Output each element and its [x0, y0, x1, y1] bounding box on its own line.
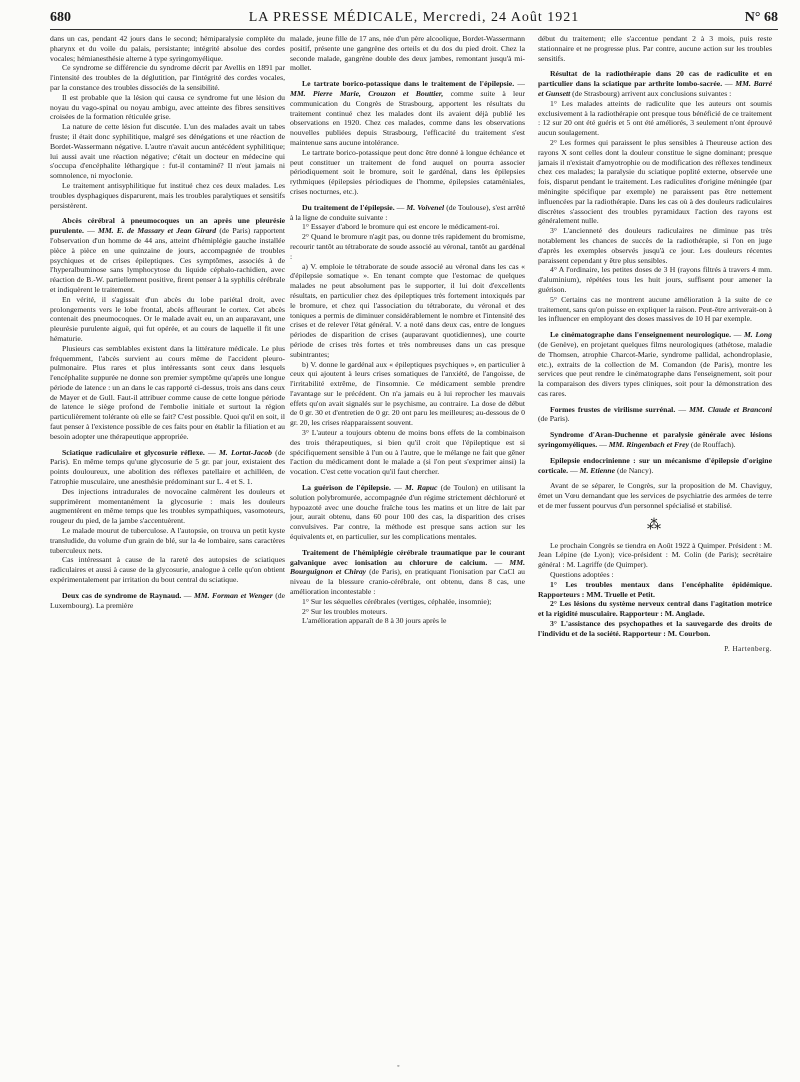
section-text: (de Paris) rapportent l'observation d'un homme de 44 ans, atteint d'hémiplégie gauche installée pièce à pièce en une quinzaine de jours, accompagnée de troubles psychiques et de crises épileptiques. Ces symptômes, associés à de l'hyperalbuminose sans lymphocytose du liquide céphalo-rachidien, avec réaction de B.-W. partiellement positive, firent penser à la syphilis cérébrale et indiquèrent le traitement.	[50, 226, 285, 294]
list-item	[538, 619, 772, 639]
section-authors: M. Etienne	[579, 465, 616, 475]
section-title: La guérison de l'épilepsie.	[302, 483, 391, 493]
list-item: 5° Certains cas ne montrent aucune amélioration à la suite de ce traitement, sans qu'on puisse en expliquer la raison. Peut-être arriverait-on à les influencer en employant des doses massives de 10 H par exemple.	[538, 294, 772, 324]
paragraph: dans un cas, pendant 42 jours dans le second; hémiparalysie complète du pharynx et du voile du palais, persistante; intégrité absolue des cordes vocales; hémianesthésie alterne à type syringomyélique.	[50, 34, 285, 63]
section-title: Du traitement de l'épilepsie.	[302, 202, 395, 212]
list-item: 2° Quand le bromure n'agit pas, ou donne très rapidement du bromisme, recourir tantôt au tétraborate de soude associé au véronal, tantôt au gardénal :	[290, 232, 525, 261]
column-3	[538, 34, 772, 1034]
paragraph: En vérité, il s'agissait d'un abcès du lobe pariétal droit, avec prolongements vers le lobe frontal, abcès affleurant le cortex. Cet abcès contenait des pneumocoques. Or le malade avait eu, un an auparavant, une pleurésie purulente aiguë, qui fut opérée, et au cours de laquelle il fit une hématurie.	[50, 294, 285, 343]
paragraph-voeu: Avant de se séparer, le Congrès, sur la proposition de M. Chaviguy, émet un Vœu demandant que les services de psychiatrie des armées de terre et de mer fussent pourvus d'un personnel spécialisé et stabilisé.	[538, 481, 772, 511]
column-1	[50, 34, 285, 1034]
section-text: (de Nancy).	[617, 465, 654, 475]
section-traitement-epilepsie: Du traitement de l'épilepsie. — M. Voivenel (de Toulouse), s'est arrêté à la ligne de conduite suivante :	[290, 202, 525, 222]
section-text: (de Toulouse), s'est arrêté à la ligne de conduite suivante :	[290, 202, 525, 222]
section-raynaud: Deux cas de syndrome de Raynaud. — MM. Forman et Wenger (de Luxembourg). La première	[50, 590, 285, 610]
signature: P. Hartenberg.	[724, 644, 772, 653]
paragraph: Cas intéressant à cause de la rareté des autopsies de sciatiques radiculaires et aussi à cause de la glycosurie, analogue à celle qu'on obtient expérimentalement par irritation du bout central du sciatique.	[50, 555, 285, 585]
paragraph: Des injections intradurales de novocaïne calmèrent les douleurs et supprimèrent momentanément la glycosurie : mais les douleurs augmentèrent en même temps que les troubles sympathiques, vasomoteurs, rougeur du pied, de la jambe s'accentuèrent.	[50, 486, 285, 526]
section-authors: M. Rapuc	[405, 483, 438, 493]
section-text: (de Toulon) en utilisant la solution polybromurée, accompagnée d'un régime strictement déchloruré et hypoazoté avec une douche fraîche tous les matins et un litre de lait par jour, aurait obtenu, dans 60 pour 100 des cas, la disparition des crises convulsives. Par contre, la méthode est presque sans action sur les équivalents et, en particulier, sur les complications mentales.	[290, 483, 525, 542]
section-aran-duchenne: Syndrome d'Aran-Duchenne et paralysie générale avec lésions syringomyéliques. — MM. Ringenbach et Frey (de Rouffach).	[538, 430, 772, 450]
section-authors: MM. Bourguignon et Chiray	[290, 557, 525, 577]
section-title: Le tartrate borico-potassique dans le traitement de l'épilepsie.	[302, 79, 515, 89]
list-item: 2° Sur les troubles moteurs.	[302, 606, 388, 616]
issue-number: N° 68	[744, 10, 778, 25]
list-item: 3° L'auteur a toujours obtenu de moins bons effets de la combinaison des trois thérapeutiques, si bien qu'il croit que l'épileptique est si spécifiquement sensible à l'un ou à l'autre, que le mélange ne fait que gêner l'action du médicament dont le malade a (si l'on peut s'exprimer ainsi) la vocation. C'est cette vocation qu'il faut chercher.	[290, 428, 525, 477]
section-title: Abcès cérébral à pneumocoques un an après une pleurésie purulente.	[50, 216, 285, 236]
section-authors: MM. E. de Massary et Jean Girard	[98, 226, 217, 236]
paragraph: La nature de cette lésion fut discutée. L'un des malades avait un tabes fruste; il était donc syphilitique, malgré ses dénégations et une réaction de Bordet-Wassermann négative. L'autre n'avait aucun antécédent syphilitique; lui aussi avait une réaction négative; c'était un docteur en médecine qui s'occupa d'encéphalite léthargique : fut-il contaminé? Il n'eut jamais ni somnolence, ni myoclonie.	[50, 122, 285, 181]
paragraph: Il est probable que la lésion qui causa ce syndrome fut une lésion du noyau du vago-spinal ou noyau ambigu, avec atteinte des fibres sensitives croisées de la formation réticulée grise.	[50, 92, 285, 122]
paragraph: Le malade mourut de tuberculose. A l'autopsie, on trouva un petit kyste transludide, du volume d'un grain de blé, sur la 4e lombaire, sans caractères tuberculeux nets.	[50, 526, 285, 555]
section-authors: MM. Forman et Wenger	[193, 590, 273, 600]
section-guerison-epilepsie: La guérison de l'épilepsie. — M. Rapuc (de Toulon) en utilisant la solution polybromurée, accompagnée d'un régime strictement déchloruré et hypoazoté avec une douche fraîche tous les matins et un litre de lait par jour, aurait obtenu, dans 60 pour 100 des cas, la disparition des crises convulsives. Par contre, la méthode est presque sans action sur les équivalents et, en particulier, sur les complications mentales.	[290, 483, 525, 542]
list-item: b) V. donne le gardénal aux « épileptiques psychiques », en particulier à ceux qui ajoutent à leurs crises somatiques de l'anxiété, de l'angoisse, de l'irritabilité extrême, de l'insomnie. Ce médicament semble prendre l'avantage sur le précédent. On n'a jamais eu à lui reprocher les mauvais effets qu'on avait signalés sur le psychisme, au contraire. La dose de début de 0 gr. 30 et d'entretien de 0 gr. 20 ont paru les meilleures; au-dessous de 0 gr. 20, les crises réapparaissent souvent.	[290, 359, 525, 428]
paragraph: Ce syndrome se différencie du syndrome décrit par Avellis en 1891 par l'intensité des troubles de la déglutition, par l'intégrité des cordes vocales, par la constance des troubles dissociés de la sensibilité.	[50, 63, 285, 92]
section-authors: M. Long	[743, 330, 772, 340]
section-authors: M. Lortat-Jacob	[218, 447, 272, 457]
list-item: 2° Les formes qui paraissent le plus sensibles à l'heureuse action des rayons X sont celles dont la douleur constitue le signe dominant; presque jamais il n'existait d'amyotrophie ou de modification des réflexes tendineux chez ces malades; la paralysie du sciatique poplité externe, observée une fois, disparut pendant le traitement. Les radiculites d'origine méningée (par méningite spécifique par exemple) ne paraissent pas être nettement influencées par la radiothérapie. Dans les cas où à des douleurs radiculaires discrètes s'associent des troubles pyramidaux l'action des rayons est généralement nulle.	[538, 137, 772, 226]
paragraph: Le traitement antisyphilitique fut institué chez ces deux malades. Les troubles dysphagiques disparurent, mais les troubles paralytiques et sensitifs persistèrent.	[50, 180, 285, 210]
list-item: 3° L'ancienneté des douleurs radiculaires ne diminue pas très notablement les chances de succès de la radiothérapie, si l'on en juge d'après les exemples observés jusqu'à ce jour. Les douleurs récentes paraissent cependant y être plus sensibles.	[538, 226, 772, 265]
section-authors: MM. Pierre Marie, Crouzon et Bouttier,	[290, 88, 444, 98]
paragraph: début du traitement; elle s'accentue pendant 2 à 3 mois, puis reste stationnaire et ne progresse plus. Par contre, aucune action sur les troubles sensitifs.	[538, 34, 772, 63]
section-text: (de Genève), en projetant quelques films neurologiques (athétose, maladie de Thomsen, atrophie Charcot-Marie, syndrome pallidal, achondroplasie, etc.), extraits de la collection de M. Comandon (de Paris), montre les services que peut rendre le cinématographe dans l'enseignement, soit pour la comparaison des divers types cliniques, soit pour la démonstration des cas rares.	[538, 339, 772, 398]
list-item: 1° Essayer d'abord le bromure qui est encore le médicament-roi.	[302, 222, 500, 232]
list-item: 1° Les malades atteints de radiculite que les auteurs ont soumis exclusivement à la radiothérapie ont presque tous bénéficié de ce traitement : 12 sur 20 ont été guéris et 5 ont été améliorés, 3 seulement n'ont éprouvé aucun soulagement.	[538, 98, 772, 138]
question-text: 3° L'assistance des psychopathes et la sauvegarde des droits de l'individu et de la société. Rapporteur : M. Courbon.	[538, 619, 772, 638]
page-number: 680	[50, 10, 71, 25]
list-item: a) V. emploie le tétraborate de soude associé au véronal dans les cas « d'épilepsie somatique ». En tenant compte que l'estomac de quelques malades ne peut absolument pas le supporter, il lui doit d'excellents résultats, en particulier chez des épileptiques très fortement intoxiqués par le bromure, et chez qui l'association du tétraborate, du véronal et des toniques a permis de diminuer considérablement le nombre et l'intensité des crises et de relever l'état général. V. a noté dans deux cas, entre de longues périodes de disparition de crises (auparavant quotidiennes), une courte période de crises très fortes et très nombreuses dans un cas presque subintrantes;	[290, 261, 525, 359]
header-rule	[50, 29, 778, 30]
section-text: (de Strasbourg) arrivent aux conclusions suivantes :	[572, 88, 732, 98]
paragraph: Plusieurs cas semblables existent dans la littérature médicale. Le plus fréquemment, l'abcès survient au cours même de l'accident pleuro-pulmonaire. Plus rares et plus intéressants sont ceux dans lesquels l'encéphalite suppurée ne donne son premier symptôme qu'après une longue période de latence : un an dans le cas rapporté ci-dessus, trois ans dans ceux de Mayer et de Gull. Faut-il attribuer comme cause de cette longue période de latence le siège profond de l'embolie initiale et surtout la région particulièrement tolérante où elle se fait? C'est possible. Quoi qu'il en soit, il faut penser à l'existence possible de ces faits pour en établir la filiation et au besoin adopter une thérapeutique appropriée.	[50, 343, 285, 441]
section-authors: MM. Barré et Gunsett	[538, 79, 772, 98]
journal-title: LA PRESSE MÉDICALE, Mercredi, 24 Août 1921	[248, 10, 580, 25]
section-sciatique-radiculaire: Sciatique radiculaire et glycosurie réflexe. — M. Lortat-Jacob (de Paris). En même temps qu'une glycosurie de 5 gr. par jour, existaient des points douloureux, une abolition des réflexes patellaire et achilléen, de l'atrophie musculaire, une anesthésie prédominant sur L. 4 et S. 1.	[50, 447, 285, 487]
section-virilisme: Formes frustes de virilisme surrénal. — MM. Claude et Branconi (de Paris).	[538, 404, 772, 424]
paragraph-next-congress: Le prochain Congrès se tiendra en Août 1922 à Quimper. Président : M. Jean Lépine (de Lyon); vice-président : M. Colin (de Paris); secrétaire général : M. Lagriffe (de Quimper).	[538, 540, 772, 570]
paragraph: L'amélioration apparaît de 8 à 30 jours après le	[302, 616, 447, 626]
section-title: Le cinématographe dans l'enseignement neurologique.	[550, 330, 731, 340]
section-cinematographe: Le cinématographe dans l'enseignement neurologique. — M. Long (de Genève), en projetant quelques films neurologiques (athétose, maladie de Thomsen, atrophie Charcot-Marie, syndrome pallidal, achondroplasie, etc.), extraits de la collection de M. Comandon (de Paris), montre les services que peut rendre le cinématographe dans l'enseignement, soit pour la comparaison des divers types cliniques, soit pour la démonstration des cas rares.	[538, 330, 772, 398]
section-authors: M. Voivenel	[406, 202, 445, 212]
section-radiotherapie: Résultat de la radiothérapie dans 20 cas de radiculite et en particulier dans la sciatique par arthrite lombo-sacrée. — MM. Barré et Gunsett (de Strasbourg) arrivent aux conclusions suivantes :	[538, 69, 772, 98]
section-hemiplegie-traumatique: Traitement de l'hémiplégie cérébrale traumatique par le courant galvanique avec ionisation au chlorure de calcium. — MM. Bourguignon et Chiray (de Paris), en pratiquant l'ionisation par CaCl au niveau de la blessure cranio-cérébrale, ont obtenu, dans 8 cas, une amélioration incontestable :	[290, 547, 525, 597]
asterism-separator: ⁂	[647, 517, 663, 533]
list-item: 4° A l'ordinaire, les petites doses de 3 H (rayons filtrés à travers 4 mm. d'aluminium), répétées tous les huit jours, suffisent pour amener la guérison.	[538, 265, 772, 294]
section-title: Résultat de la radiothérapie dans 20 cas de radiculite et en particulier dans la sciatique par arthrite lombo-sacrée.	[538, 69, 772, 89]
section-title: Traitement de l'hémiplégie cérébrale traumatique par le courant galvanique avec ionisation au chlorure de calcium.	[290, 547, 525, 567]
section-text: (de Paris).	[538, 414, 570, 424]
section-authors: MM. Ringenbach et Frey	[608, 440, 689, 450]
question-text: 2° Les lésions du système nerveux central dans l'agitation motrice et la rigidité musculaire. Rapporteur : M. Anglade.	[538, 599, 772, 619]
section-epilepsie-endocrinienne: Epilepsie endocrinienne : sur un mécanisme d'épilepsie d'origine corticale. — M. Etienne (de Nancy).	[538, 455, 772, 475]
section-authors: MM. Claude et Branconi	[689, 404, 772, 414]
questions-heading: Questions adoptées :	[550, 570, 614, 580]
column-2	[290, 34, 525, 1034]
list-item	[538, 599, 772, 619]
footer-mark: ◦	[397, 1062, 400, 1070]
list-item: 1° Sur les séquelles cérébrales (vertiges, céphalée, insomnie);	[302, 596, 492, 606]
section-text: (de Rouffach).	[690, 440, 736, 450]
section-abces-cerebral: Abcès cérébral à pneumocoques un an après une pleurésie purulente. — MM. E. de Massary et Jean Girard (de Paris) rapportent l'observation d'un homme de 44 ans, atteint d'hémiplégie gauche installée pièce à pièce en une quinzaine de jours, accompagnée de troubles psychiques et de crises épileptiques. Ces symptômes, associés à de l'hyperalbuminose sans lymphocytose du liquide céphalo-rachidien, avec réaction de B.-W. partiellement positive, firent penser à la syphilis cérébrale et indiquèrent le traitement.	[50, 216, 285, 294]
question-text: 1° Les troubles mentaux dans l'encéphalite épidémique. Rapporteurs : MM. Truelle et Petit.	[538, 579, 772, 599]
section-title: Deux cas de syndrome de Raynaud.	[62, 590, 182, 600]
section-title: Epilepsie endocrinienne : sur un mécanisme d'épilepsie d'origine corticale.	[538, 455, 772, 475]
section-text: (de Paris), en pratiquant l'ionisation par CaCl au niveau de la blessure cranio-cérébrale, ont obtenu, dans 8 cas, une amélioration incontestable :	[290, 567, 525, 597]
section-title: Sciatique radiculaire et glycosurie réflexe.	[62, 447, 205, 457]
list-item	[538, 580, 772, 600]
section-tartrate: Le tartrate borico-potassique dans le traitement de l'épilepsie. — MM. Pierre Marie, Crouzon et Bouttier, comme suite à leur communication du Congrès de Strasbourg, apportent les résultats du traitement continué chez les malades dont ils avaient déjà publié les observations en 1920. Chez ces malades, comme dans les observations nouvelles publiées depuis Strasbourg, l'efficacité du traitement s'est maintenue sans aucune intolérance.	[290, 79, 525, 147]
section-text: (de Luxembourg). La première	[50, 590, 285, 610]
section-text: (de Paris). En même temps qu'une glycosurie de 5 gr. par jour, existaient des points douloureux, une abolition des réflexes patellaire et achilléen, de l'atrophie musculaire, une anesthésie prédominant sur L. 4 et S. 1.	[50, 447, 285, 487]
section-title: Formes frustes de virilisme surrénal.	[550, 404, 676, 414]
paragraph: malade, jeune fille de 17 ans, née d'un père alcoolique, Bordet-Wassermann positif, présente une gangrène des orteils et du dos du pied droit. Chez la seconde malade, gangrène double des deux jambes, remontant jusqu'à mi-mollet.	[290, 34, 525, 73]
page-header	[50, 10, 778, 28]
paragraph: Le tartrate borico-potassique peut donc être donné à longue échéance et peut constituer un traitement de fond auquel on pourra associer périodiquement soit le bromure, soit le gardénal, dans les épilepsies rythmiques (épilepsies périodiques de l'homme, épilepsies cataméniales, crises nocturnes, etc.).	[290, 147, 525, 196]
section-text: comme suite à leur communication du Congrès de Strasbourg, apportent les résultats du traitement continué chez les malades dont ils avaient déjà publié les observations en 1920. Chez ces malades, comme dans les observations nouvelles publiées depuis Strasbourg, l'efficacité du traitement s'est maintenue sans aucune intolérance.	[290, 88, 525, 147]
section-title: Syndrome d'Aran-Duchenne et paralysie générale avec lésions syringomyéliques.	[538, 430, 772, 450]
